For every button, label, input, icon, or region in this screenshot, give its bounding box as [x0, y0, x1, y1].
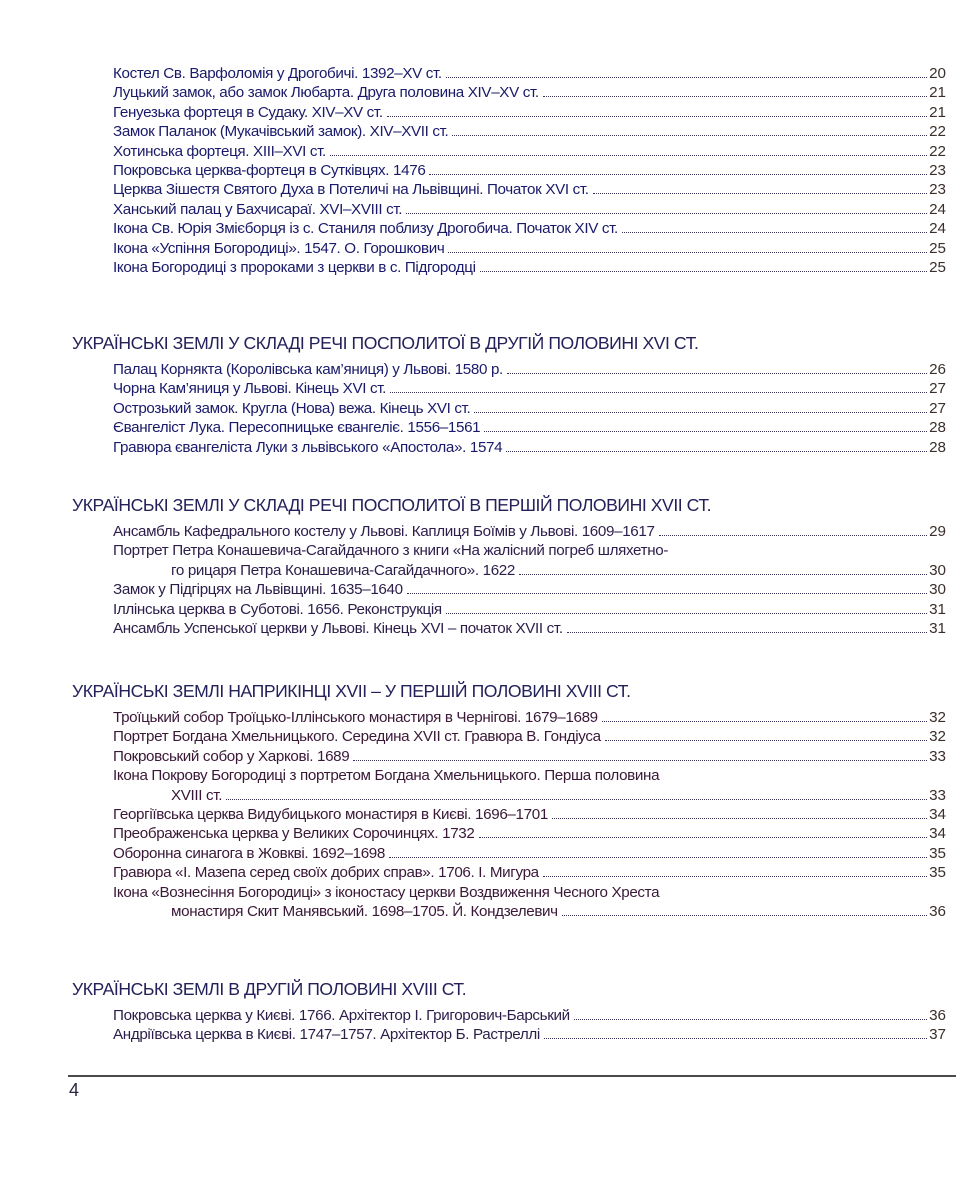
toc-entry-page-number: 28 — [929, 419, 946, 437]
toc-entry-title: Андріївська церква в Києві. 1747–1757. Архітектор Б. Растреллі — [113, 1026, 540, 1044]
toc-entry-title: Костел Св. Варфоломія у Дрогобичі. 1392–XV ст. — [113, 65, 442, 82]
toc-entry-page-number: 25 — [929, 259, 946, 277]
toc-entry-title: Чорна Кам’яниця у Львові. Кінець XVI ст. — [113, 380, 387, 398]
toc-entry-page-number: 31 — [929, 600, 946, 618]
dot-leader — [330, 155, 927, 156]
toc-entry[interactable] — [113, 541, 946, 580]
toc-entry-title: Ікона «Успіння Богородиці». 1547. О. Горошкович — [113, 239, 445, 257]
toc-entry[interactable] — [113, 747, 946, 766]
toc-entry-page-number: 30 — [929, 561, 946, 579]
toc-entry-title: Георгіївська церква Видубицького монастиря в Києві. 1696–1701 — [113, 806, 548, 824]
toc-entry-title: Євангеліст Лука. Пересопницьке євангеліє. 1556–1561 — [113, 419, 481, 437]
dot-leader — [353, 760, 927, 761]
toc-entry[interactable] — [113, 258, 946, 277]
dot-leader — [562, 915, 927, 916]
dot-leader — [484, 431, 927, 432]
toc-entry-page-number: 32 — [929, 709, 946, 726]
toc-entry[interactable] — [113, 1025, 946, 1044]
toc-entry[interactable] — [113, 180, 946, 199]
toc-entry-title: Гравюра «І. Мазепа серед своїх добрих справ». 1706. І. Мигура — [113, 864, 539, 882]
dot-leader — [226, 799, 927, 800]
toc-entry-page-number: 24 — [929, 200, 946, 218]
toc-entry-title: Острозький замок. Кругла (Нова) вежа. Кінець XVI ст. — [113, 399, 471, 417]
dot-leader — [452, 135, 927, 136]
toc-entry-title: Троїцький собор Троїцько-Іллінського монастиря в Чернігові. 1679–1689 — [113, 709, 598, 726]
toc-entry-title: Хотинська фортеця. XIII–XVI ст. — [113, 142, 326, 160]
dot-leader — [387, 116, 927, 117]
toc-entry-title: Луцький замок, або замок Любарта. Друга половина XIV–XV ст. — [113, 84, 539, 102]
toc-entry[interactable] — [113, 200, 946, 219]
toc-entry-page-number: 37 — [929, 1026, 946, 1044]
toc-entry[interactable] — [113, 600, 946, 619]
toc-entry[interactable] — [113, 766, 946, 805]
toc-entry-page-number: 21 — [929, 103, 946, 121]
dot-leader — [406, 213, 927, 214]
dot-leader — [479, 837, 928, 838]
dot-leader — [567, 632, 927, 633]
toc-entry-title: Гравюра євангеліста Луки з львівського «Апостола». 1574 — [113, 438, 503, 456]
dot-leader — [390, 392, 927, 393]
toc-entry-page-number: 22 — [929, 142, 946, 160]
toc-entry[interactable] — [113, 64, 946, 83]
dot-leader — [448, 252, 927, 253]
toc-entry-page-number: 34 — [929, 806, 946, 824]
toc-entry-title: Ікона Покрову Богородиці з портретом Богдана Хмельницького. Перша половина — [113, 767, 660, 785]
toc-entry[interactable] — [113, 824, 946, 843]
section-heading: УКРАЇНСЬКІ ЗЕМЛІ В ДРУГІЙ ПОЛОВИНІ XVIII СТ. — [72, 979, 467, 999]
toc-entry-title: Преображенська церква у Великих Сорочинцях. 1732 — [113, 825, 475, 843]
dot-leader — [605, 740, 927, 741]
toc-entry-page-number: 32 — [929, 728, 946, 746]
dot-leader — [543, 96, 927, 97]
toc-entry-title: Покровська церква-фортеця в Сутківцях. 1476 — [113, 162, 426, 180]
toc-entry-page-number: 23 — [929, 181, 946, 199]
toc-entry-title-continuation: го рицаря Петра Конашевича-Сагайдачного». 1622 — [171, 561, 515, 579]
toc-entry-page-number: 35 — [929, 844, 946, 862]
toc-entry-title-continuation: XVIII ст. — [171, 786, 223, 804]
toc-entry[interactable] — [113, 83, 946, 102]
toc-entry-title: Замок у Підгірцях на Львівщині. 1635–1640 — [113, 581, 403, 599]
toc-entry-page-number: 33 — [929, 786, 946, 804]
toc-entry[interactable] — [113, 360, 946, 379]
dot-leader — [544, 1038, 927, 1039]
section-heading: УКРАЇНСЬКІ ЗЕМЛІ У СКЛАДІ РЕЧІ ПОСПОЛИТОЇ В ДРУГІЙ ПОЛОВИНІ XVI СТ. — [72, 333, 699, 353]
toc-entry-page-number: 28 — [929, 438, 946, 456]
toc-entry-title: Оборонна синагога в Жовкві. 1692–1698 — [113, 844, 385, 862]
toc-entry-page-number: 36 — [929, 903, 946, 921]
toc-entry-page-number: 21 — [929, 84, 946, 102]
dot-leader — [543, 876, 927, 877]
dot-leader — [389, 857, 927, 858]
dot-leader — [429, 174, 927, 175]
dot-leader — [659, 535, 928, 536]
dot-leader — [480, 271, 927, 272]
toc-entry[interactable] — [113, 844, 946, 863]
toc-entry[interactable] — [113, 522, 946, 541]
dot-leader — [507, 373, 927, 374]
toc-entry-page-number: 30 — [929, 581, 946, 599]
toc-entry-title: Ікона Св. Юрія Змієборця із с. Станиля поблизу Дрогобича. Початок XIV ст. — [113, 220, 618, 238]
dot-leader — [519, 574, 927, 575]
toc-entry-title: Покровський собор у Харкові. 1689 — [113, 747, 350, 765]
toc-entry[interactable] — [113, 863, 946, 882]
toc-entry-title: Портрет Петра Конашевича-Сагайдачного з книги «На жалісний погреб шляхетно- — [113, 542, 669, 560]
toc-entry-title: Покровська церква у Києві. 1766. Архітектор І. Григорович-Барський — [113, 1007, 570, 1024]
toc-entry-title: Генуезька фортеця в Судаку. XIV–XV ст. — [113, 103, 383, 121]
dot-leader — [574, 1019, 927, 1020]
toc-entry[interactable] — [113, 580, 946, 599]
toc-entry-page-number: 23 — [929, 162, 946, 180]
toc-entry-page-number: 31 — [929, 620, 946, 638]
toc-entry-title: Замок Паланок (Мукачівський замок). XIV–XVII ст. — [113, 123, 449, 141]
toc-entry[interactable] — [113, 142, 946, 161]
toc-entry-title: Палац Корнякта (Королівська кам’яниця) у Львові. 1580 р. — [113, 361, 503, 378]
toc-entry-page-number: 25 — [929, 239, 946, 257]
toc-section-3 — [0, 680, 967, 921]
dot-leader — [593, 193, 927, 194]
toc-entry-page-number: 27 — [929, 399, 946, 417]
toc-entry[interactable] — [113, 438, 946, 457]
toc-entry-page-number: 33 — [929, 747, 946, 765]
toc-entry[interactable] — [113, 708, 946, 727]
toc-entry[interactable] — [113, 239, 946, 258]
dot-leader — [446, 613, 927, 614]
toc-entry[interactable] — [113, 161, 946, 180]
toc-entry-title: Ханський палац у Бахчисараї. XVI–XVIII ст. — [113, 200, 403, 218]
toc-entry-page-number: 27 — [929, 380, 946, 398]
toc-entry-page-number: 26 — [929, 361, 946, 378]
toc-entry-title: Іллінська церква в Суботові. 1656. Реконструкція — [113, 600, 442, 618]
toc-section-0 — [0, 64, 967, 277]
toc-entry[interactable] — [113, 122, 946, 141]
toc-entry[interactable] — [113, 399, 946, 418]
dot-leader — [446, 77, 927, 78]
page-number: 4 — [69, 1080, 80, 1100]
dot-leader — [506, 451, 927, 452]
toc-entry-title-continuation: монастиря Скит Манявський. 1698–1705. Й. Кондзелевич — [171, 903, 558, 921]
toc-entry-page-number: 22 — [929, 123, 946, 141]
footer-divider — [68, 1075, 956, 1077]
toc-entry-page-number: 29 — [929, 523, 946, 540]
toc-entry[interactable] — [113, 379, 946, 398]
toc-entry[interactable] — [113, 418, 946, 437]
section-heading: УКРАЇНСЬКІ ЗЕМЛІ У СКЛАДІ РЕЧІ ПОСПОЛИТОЇ В ПЕРШІЙ ПОЛОВИНІ XVII СТ. — [72, 495, 712, 515]
toc-entry[interactable] — [113, 727, 946, 746]
toc-entry-page-number: 36 — [929, 1007, 946, 1024]
toc-entry-title: Ікона «Вознесіння Богородиці» з іконостасу церкви Воздвиження Чесного Хреста — [113, 883, 660, 901]
toc-entry-page-number: 35 — [929, 864, 946, 882]
dot-leader — [602, 721, 927, 722]
toc-entry-page-number: 20 — [929, 65, 946, 82]
toc-section-4 — [0, 978, 967, 1045]
toc-entry[interactable] — [113, 103, 946, 122]
toc-entry-page-number: 34 — [929, 825, 946, 843]
toc-entry-title: Ікона Богородиці з пророками з церкви в с. Підгородці — [113, 259, 476, 277]
toc-entry[interactable] — [113, 805, 946, 824]
toc-entry-page-number: 24 — [929, 220, 946, 238]
section-heading: УКРАЇНСЬКІ ЗЕМЛІ НАПРИКІНЦІ XVII – У ПЕРШІЙ ПОЛОВИНІ XVIII СТ. — [72, 681, 631, 701]
toc-entry[interactable] — [113, 883, 946, 922]
toc-entry-title: Ансамбль Успенської церкви у Львові. Кінець XVI – початок XVII ст. — [113, 620, 563, 638]
toc-entry[interactable] — [113, 619, 946, 638]
toc-section-2 — [0, 494, 967, 638]
toc-entry[interactable] — [113, 1006, 946, 1025]
dot-leader — [474, 412, 927, 413]
toc-entry[interactable] — [113, 219, 946, 238]
toc-entry-title: Портрет Богдана Хмельницького. Середина XVII ст. Гравюра В. Гондіуса — [113, 728, 601, 746]
toc-entry-title: Церква Зішестя Святого Духа в Потеличі на Львівщині. Початок XVI ст. — [113, 181, 589, 199]
dot-leader — [552, 818, 927, 819]
toc-entry-title: Ансамбль Кафедрального костелу у Львові. Каплиця Боїмів у Львові. 1609–1617 — [113, 523, 655, 540]
dot-leader — [622, 232, 927, 233]
toc-section-1 — [0, 332, 967, 457]
dot-leader — [407, 593, 927, 594]
